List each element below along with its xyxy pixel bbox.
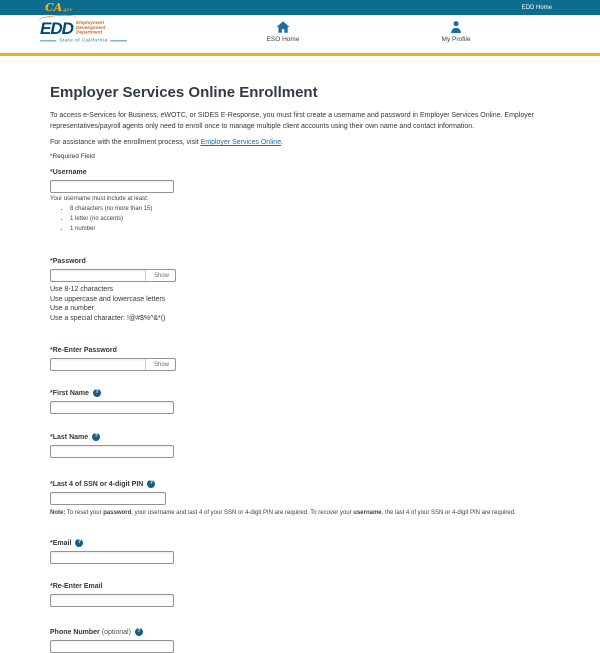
first-name-group	[50, 389, 550, 414]
email-help-icon[interactable]: ?	[75, 539, 83, 547]
password-input[interactable]	[51, 270, 145, 281]
username-rule: • 1 number	[70, 226, 550, 232]
email-group	[50, 539, 550, 564]
edd-logo-acronym: EDD	[40, 18, 73, 38]
first-name-input[interactable]	[50, 401, 174, 414]
phone-input[interactable]	[50, 640, 174, 653]
edd-logo-tagline: State of California	[59, 38, 108, 43]
site-header	[0, 15, 600, 53]
password-group	[50, 258, 550, 323]
nav-my-profile[interactable]	[442, 20, 471, 43]
ssn-pin-label: *Last 4 of SSN or 4-digit PIN ?	[50, 480, 550, 488]
nav-eso-home[interactable]	[267, 20, 300, 43]
main-content	[0, 85, 600, 653]
reenter-email-group	[50, 583, 550, 607]
ssn-pin-note: Note: To reset your password, your username and last 4 of your SSN or 4-digit PIN are required. To recover your username, the last 4 of your SSN or 4-digit PIN are required.	[50, 510, 516, 516]
last-name-input[interactable]	[50, 445, 174, 458]
username-rules-title: Your username must include at least:	[50, 196, 149, 202]
password-rule: Use a special character: !@#$%^&*()	[50, 314, 166, 322]
username-label: *Username	[50, 169, 87, 176]
cagov-gov-text: gov	[63, 7, 73, 13]
phone-label: Phone Number (optional) ?	[50, 628, 550, 636]
password-rules	[50, 285, 550, 323]
first-name-label: *First Name ?	[50, 389, 550, 397]
ssn-pin-help-icon[interactable]: ?	[147, 480, 155, 488]
reenter-password-show-button[interactable]: Show	[145, 359, 175, 370]
home-icon	[277, 20, 290, 33]
last-name-label: *Last Name ?	[50, 433, 550, 441]
ssn-pin-input[interactable]	[50, 492, 166, 505]
phone-group	[50, 628, 550, 653]
assistance-text: For assistance with the enrollment process, visit Employer Services Online.	[50, 139, 284, 146]
first-name-help-icon[interactable]: ?	[93, 389, 101, 397]
cagov-logo[interactable]	[45, 2, 72, 13]
intro-text: To access e-Services for Business, eWOTC, or SIDES E-Response, you must first create a username and password in Employer Services Online. Employer representatives/payroll agents only need to enroll once to manage multiple client accounts using their own name and contact information.	[50, 112, 534, 130]
topbar	[0, 0, 600, 15]
password-rule: Use a number	[50, 305, 94, 312]
page-title: Employer Services Online Enrollment	[50, 84, 318, 101]
email-label: *Email ?	[50, 539, 550, 547]
password-rule: Use uppercase and lowercase letters	[50, 295, 166, 303]
reenter-password-field	[50, 358, 176, 371]
username-rule: • 1 letter (no accents)	[70, 216, 550, 222]
username-rule: • 8 characters (no more than 15)	[70, 206, 550, 212]
nav-eso-home-label: ESO Home	[266, 36, 300, 43]
phone-help-icon[interactable]: ?	[135, 628, 143, 636]
nav-my-profile-label: My Profile	[441, 36, 471, 43]
password-label: *Password	[50, 258, 86, 265]
reenter-password-input[interactable]	[51, 359, 145, 370]
ssn-pin-group	[50, 480, 550, 517]
password-field	[50, 269, 176, 282]
password-rule: Use 8-12 characters	[50, 286, 114, 293]
reenter-email-label: *Re-Enter Email	[50, 583, 103, 590]
password-show-button[interactable]: Show	[145, 270, 175, 281]
username-group	[50, 169, 550, 232]
edd-logo-department-text: Employment Development Department	[75, 20, 106, 36]
reenter-password-label: *Re-Enter Password	[50, 347, 117, 354]
gold-divider	[0, 53, 600, 56]
username-rules-list	[50, 206, 550, 232]
username-input[interactable]	[50, 180, 174, 193]
last-name-group	[50, 433, 550, 458]
required-field-note: *Required Field	[50, 153, 95, 160]
email-input[interactable]	[50, 551, 174, 564]
employer-services-online-link[interactable]: Employer Services Online	[200, 139, 282, 146]
reenter-email-input[interactable]	[50, 594, 174, 607]
edd-logo[interactable]	[40, 19, 128, 44]
last-name-help-icon[interactable]: ?	[92, 433, 100, 441]
reenter-password-group	[50, 347, 550, 371]
person-icon	[451, 20, 462, 33]
edd-home-link[interactable]: EDD Home	[521, 4, 552, 11]
cagov-ca-text: CA	[45, 1, 63, 14]
